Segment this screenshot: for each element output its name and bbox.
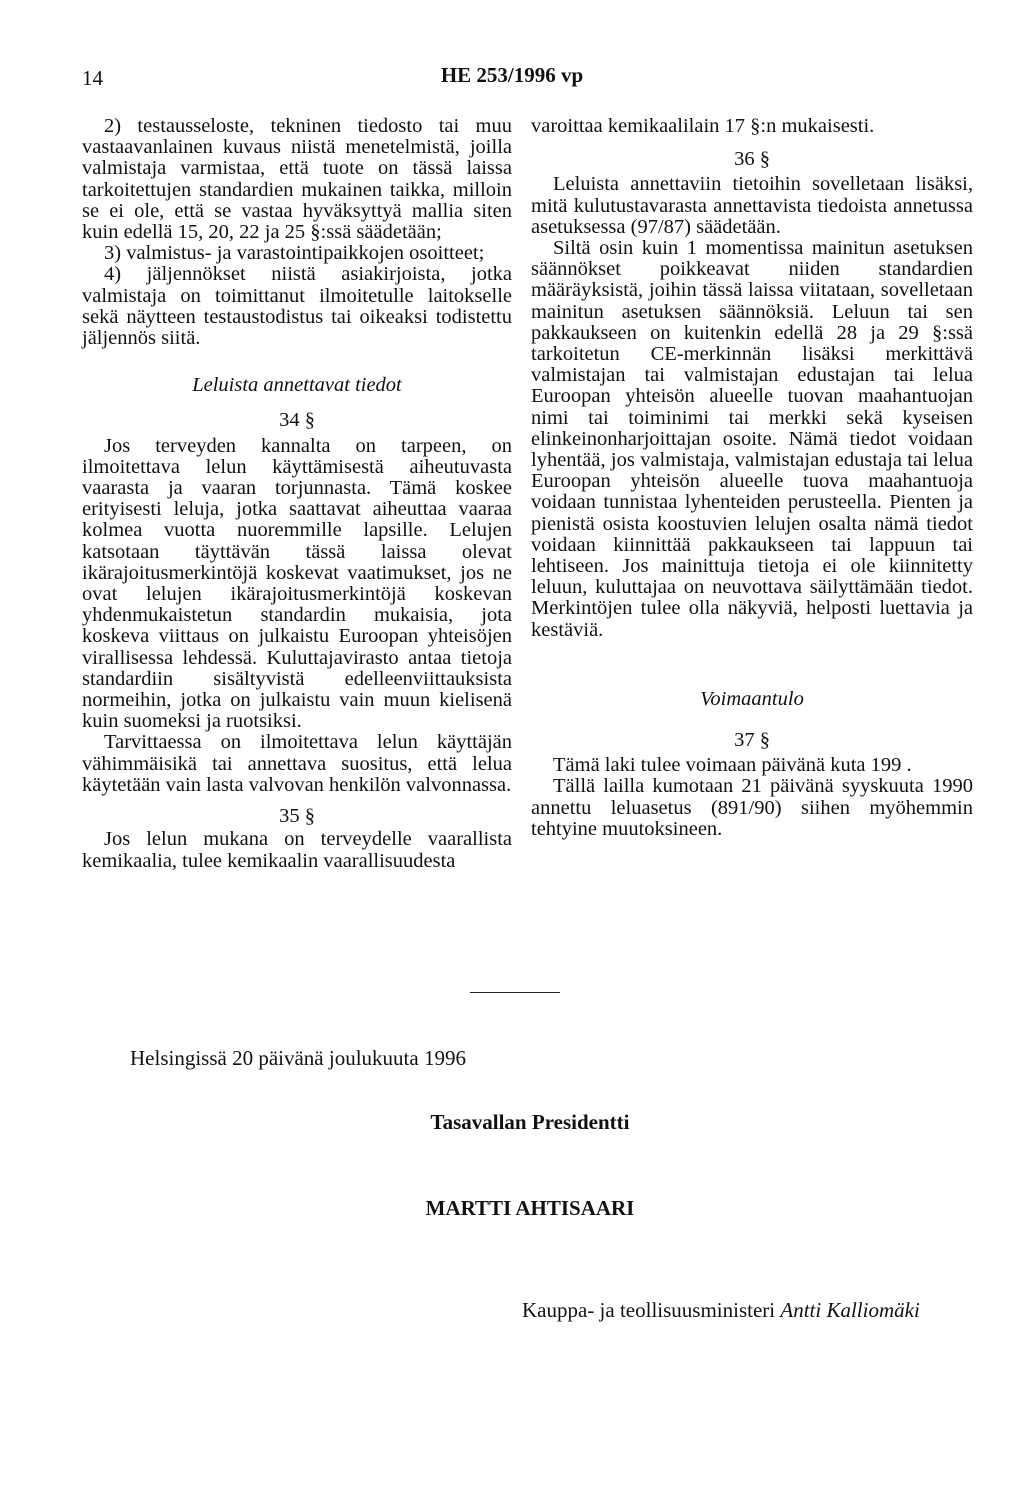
paragraph-35-continued: varoittaa kemikaalilain 17 §:n mukaisesti. xyxy=(531,115,875,137)
place-and-date: Helsingissä 20 päivänä joulukuuta 1996 xyxy=(130,1046,466,1070)
list-item-2: 2) testausseloste, tekninen tiedosto tai muu vastaavanlainen kuvaus niistä menetelmistä, joilla valmistaja varmistaa, että tuote on tässä laissa tarkoitettujen standardien mukainen taikka, milloin se ei ole, että se vastaa hyväksyttyä mallia siten kuin edellä 15, 20, 22 ja 25 §:ssä säädetään; xyxy=(82,115,512,244)
paragraph-34-1: Jos terveyden kannalta on tarpeen, on ilmoitettava lelun käyttämisestä aiheutuvasta vaarasta ja vaaran torjunnasta. Tämä koskee erityisesti leluja, jotka saattavat aiheuttaa vaaraa kolmea vuotta nuoremmille lapsille. Lelujen katsotaan täyttävän tässä laissa olevat ikärajoitusmerkintöjä koskevat vaatimukset, jos ne ovat lelujen ikärajoitusmerkintöjä koskevan yhdenmukaistetun standardin mukaisia, jota koskeva viittaus on julkaistu Euroopan yhteisöjen virallisessa lehdessä. Kuluttajavirasto antaa tietoja standardiin sisältyvistä edelleenviittauksista normeihin, jotka on julkaistu vain muun kielisenä kuin suomeksi ja ruotsiksi. xyxy=(82,434,512,733)
separator-rule xyxy=(470,992,560,993)
section-number-36: 36 § xyxy=(734,148,770,171)
minister-signature xyxy=(522,1298,920,1323)
president-name: MARTTI AHTISAARI xyxy=(425,1196,635,1220)
left-column xyxy=(82,116,512,872)
section-number-35: 35 § xyxy=(279,805,315,828)
paragraph-37-1: Tämä laki tulee voimaan päivänä kuta 199 . xyxy=(553,754,912,777)
paragraph-36-2: Siltä osin kuin 1 momentissa mainitun asetuksen säännökset poikkeavat niiden standardien määräyksistä, joihin tässä laissa viitataan, sovelletaan mainitun asetuksen säännöksiä. Leluun tai sen pakkaukseen on kuitenkin edellä 28 ja 29 §:ssä tarkoitetun CE-merkinnän lisäksi merkittävä valmistajan tai valmistajan edustajan tai lelua Euroopan yhteisön alueelle tuovan maahantuojan nimi tai toiminimi tai merkki sekä kyseisen elinkeinonharjoittajan osoite. Nämä tiedot voidaan lyhentää, jos valmistaja, valmistajan edustaja tai lelua Euroopan yhteisön alueelle tuova maahantuoja voidaan tunnistaa lyhenteiden perusteella. Pienten ja pienistä osista koostuvien lelujen osalta nämä tiedot voidaan kiinnittää pakkaukseen tai lappuun tai lehtiseen. Jos mainittuja tietoja ei ole kiinnitetty leluun, kuluttajaa on neuvottava säilyttämään tiedot. Merkintöjen tulee olla näkyviä, helposti luettavia ja kestäviä. xyxy=(531,237,973,641)
minister-name: Antti Kalliomäki xyxy=(780,1298,920,1322)
minister-title: Kauppa- ja teollisuusministeri xyxy=(522,1298,776,1322)
paragraph-34-2: Tarvittaessa on ilmoitettava lelun käyttäjän vähimmäisikä tai annettava suositus, että lelua käytetään vain lasta valvovan henkilön valvonnassa. xyxy=(82,731,512,796)
right-column xyxy=(531,116,973,840)
page-number: 14 xyxy=(82,66,103,90)
list-item-4: 4) jäljennökset niistä asiakirjoista, jotka valmistaja on toimittanut ilmoitetulle laitokselle sekä näytteen testaustodistus tai oikeaksi todistettu jäljennös siitä. xyxy=(82,263,512,350)
list-item-3: 3) valmistus- ja varastointipaikkojen osoitteet; xyxy=(104,242,485,265)
section-number-37: 37 § xyxy=(734,729,770,752)
paragraph-36-1: Leluista annettaviin tietoihin sovelletaan lisäksi, mitä kulutustavarasta annettavista tiedoista annetussa asetuksessa (97/87) säädetään. xyxy=(531,173,973,238)
section-number-34: 34 § xyxy=(279,409,315,432)
section-heading-toy-info: Leluista annettavat tiedot xyxy=(192,374,402,397)
paragraph-37-2: Tällä lailla kumotaan 21 päivänä syyskuuta 1990 annettu leluasetus (891/90) siihen myöhemmin tehtyine muutoksineen. xyxy=(531,775,973,840)
paragraph-35-1: Jos lelun mukana on terveydelle vaarallista kemikaalia, tulee kemikaalin vaarallisuudesta xyxy=(82,828,512,872)
section-heading-entry-into-force: Voimaantulo xyxy=(700,687,804,710)
president-title: Tasavallan Presidentti xyxy=(430,1110,630,1134)
document-id: HE 253/1996 vp xyxy=(440,63,584,87)
